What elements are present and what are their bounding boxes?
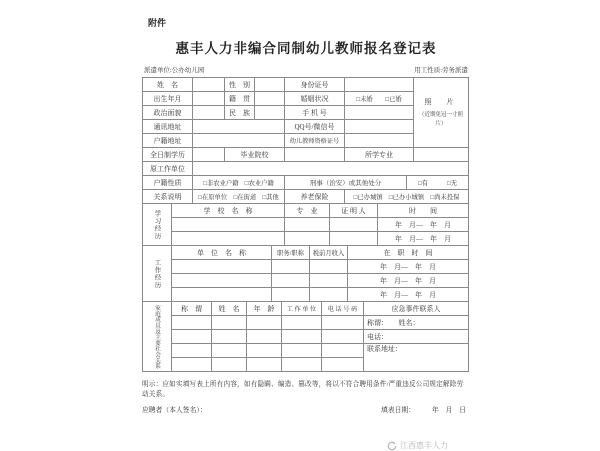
emergency-address-line: 联系地址： <box>364 344 469 372</box>
ethnic-label: 民 族 <box>225 106 255 120</box>
mobile-field <box>345 106 414 120</box>
major-field <box>285 218 330 232</box>
relation-options: □在原单位 □在街道 □其他 <box>193 190 285 204</box>
edu-level-label: 全日制学历 <box>143 148 193 162</box>
table-row <box>143 218 469 232</box>
major-header: 专 业 <box>285 204 330 218</box>
income-field <box>310 260 348 274</box>
table-row <box>143 246 469 260</box>
reg-addr-label: 户籍地址 <box>143 134 193 148</box>
referee-header: 证 明 人 <box>330 204 378 218</box>
mobile-label: 手 机 号 <box>285 106 345 120</box>
income-field <box>310 288 348 302</box>
family-section-label: 家庭成员及主要社会关系 <box>143 302 172 372</box>
signature-line <box>142 404 470 414</box>
relation-field <box>172 344 212 358</box>
workunit-field <box>282 330 322 344</box>
politics-label: 政治面貌 <box>143 106 193 120</box>
relation-header: 称 谓 <box>172 302 212 316</box>
tenure-field: 年 月— 年 月 <box>348 260 469 274</box>
tenure-field: 年 月— 年 月 <box>348 274 469 288</box>
applicant-signature-label: 应聘者（本人签名）： <box>142 407 207 414</box>
name-field <box>193 78 225 92</box>
workunit-field <box>282 344 322 358</box>
name-header: 姓 名 <box>212 302 247 316</box>
native-place-field <box>255 92 285 106</box>
position-field <box>272 288 310 302</box>
education-section-label: 学习经历 <box>143 204 172 246</box>
phone-field <box>322 358 364 372</box>
native-place-label: 籍 贯 <box>225 92 255 106</box>
table-row <box>143 274 469 288</box>
photo-note: （近期免冠一寸照片） <box>418 112 463 127</box>
name-label: 姓 名 <box>143 78 193 92</box>
teacher-cert-label: 幼儿教师资格证号 <box>285 134 345 148</box>
qq-wechat-field <box>345 120 414 134</box>
pension-options: □已办城镇 □已办小城镇 □尚未投保 <box>345 190 469 204</box>
photo-label: 照 片 <box>424 98 458 107</box>
basic-info-table <box>142 77 469 162</box>
birth-label: 出生年月 <box>143 92 193 106</box>
workunit-field <box>282 316 322 330</box>
major-field <box>285 232 330 246</box>
table-row <box>143 176 469 190</box>
company-watermark <box>142 440 448 451</box>
gender-field <box>255 78 285 92</box>
school-field <box>285 148 345 162</box>
form-subheader <box>142 65 470 74</box>
photo-cell <box>414 78 469 148</box>
dispatch-unit-label: 派遣单位:公办幼儿园 <box>144 67 205 74</box>
mail-addr-label: 通讯地址 <box>143 120 193 134</box>
prev-employer-table <box>142 161 469 176</box>
phone-field <box>322 330 364 344</box>
birth-field <box>193 92 225 106</box>
time-field: 年 月— 年 月 <box>378 218 469 232</box>
major-label: 所学专业 <box>345 148 414 162</box>
school-name-header: 学 校 名 称 <box>172 204 285 218</box>
emergency-contact-header: 应急事件联系人 <box>364 302 469 316</box>
age-field <box>247 358 282 372</box>
position-field <box>272 274 310 288</box>
work-section-label: 工作经历 <box>143 246 172 302</box>
name-field <box>212 358 247 372</box>
relation-field <box>172 358 212 372</box>
table-row <box>143 162 469 176</box>
referee-field <box>330 232 378 246</box>
table-row <box>143 260 469 274</box>
marital-label: 婚姻状况 <box>285 92 345 106</box>
hukou-type-label: 户籍性质 <box>143 176 193 190</box>
name-field <box>212 344 247 358</box>
tenure-header: 在 职 时 间 <box>348 246 469 260</box>
gender-label: 性 别 <box>225 78 255 92</box>
age-field <box>247 316 282 330</box>
table-row <box>143 78 469 92</box>
qq-wechat-label: QQ号/微信号 <box>285 120 345 134</box>
table-row <box>143 190 469 204</box>
prev-employer-label: 原工作单位 <box>143 162 193 176</box>
table-row <box>143 302 469 316</box>
education-history-table <box>142 203 469 246</box>
time-header: 时 间 <box>378 204 469 218</box>
income-header: 税前月收入 <box>310 246 348 260</box>
reg-addr-field <box>193 134 285 148</box>
employer-name-field <box>172 260 272 274</box>
page-title: 惠丰人力非编合同制幼儿教师报名登记表 <box>175 41 437 56</box>
position-field <box>272 260 310 274</box>
table-row <box>143 204 469 218</box>
age-field <box>247 344 282 358</box>
relation-field <box>172 316 212 330</box>
edu-level-field <box>193 148 225 162</box>
id-no-label: 身份证号 <box>285 78 345 92</box>
emergency-relation-name-line: 称谓： 姓名： <box>364 316 469 330</box>
family-table <box>142 301 469 372</box>
phone-header: 电 话 号 码 <box>322 302 364 316</box>
name-field <box>212 316 247 330</box>
school-name-field <box>172 232 285 246</box>
hukou-options: □非农业户籍 □农业户籍 <box>193 176 285 190</box>
school-name-field <box>172 218 285 232</box>
position-header: 职务/职称 <box>272 246 310 260</box>
pension-label: 养老保险 <box>285 190 345 204</box>
major-field <box>414 148 469 162</box>
status-table <box>142 175 469 204</box>
mail-addr-field <box>193 120 285 134</box>
criminal-label: 刑事（治安）或其他处分 <box>285 176 407 190</box>
work-history-table <box>142 245 469 302</box>
workunit-field <box>282 358 322 372</box>
name-field <box>212 330 247 344</box>
criminal-options: □有 □无 <box>407 176 469 190</box>
table-row <box>143 232 469 246</box>
company-watermark-text: 江西惠丰人力 <box>400 441 448 450</box>
company-logo-icon <box>387 441 397 451</box>
prev-employer-field <box>193 162 469 176</box>
employment-type-label: 用工性质:劳务派遣 <box>414 67 468 74</box>
form-date-label: 填表日期： 年 月 日 <box>381 407 466 414</box>
time-field: 年 月— 年 月 <box>378 232 469 246</box>
phone-field <box>322 344 364 358</box>
age-header: 年 龄 <box>247 302 282 316</box>
relation-field <box>172 330 212 344</box>
table-row <box>143 330 469 344</box>
employer-name-header: 单 位 名 称 <box>172 246 272 260</box>
teacher-cert-field <box>345 134 414 148</box>
table-row <box>143 148 469 162</box>
relation-label: 关系说明 <box>143 190 193 204</box>
workunit-header: 工 作 单 位 <box>282 302 322 316</box>
politics-field <box>193 106 225 120</box>
school-label: 毕业院校 <box>225 148 285 162</box>
table-row <box>143 288 469 302</box>
employer-name-field <box>172 274 272 288</box>
employer-name-field <box>172 288 272 302</box>
tenure-field: 年 月— 年 月 <box>348 288 469 302</box>
marital-options: □未婚 □已婚 <box>345 92 414 106</box>
id-no-field <box>345 78 414 92</box>
table-row <box>143 316 469 330</box>
attachment-label: 附件 <box>148 18 167 28</box>
disclosure-notice: 明示：应如实填写表上所有内容，如有隐瞒、编造、篡改等，将以不符合聘用条件/严重违反公司规定解除劳动关系。 <box>142 381 464 398</box>
income-field <box>310 274 348 288</box>
form-document <box>142 16 470 451</box>
table-row <box>143 344 469 358</box>
age-field <box>247 330 282 344</box>
referee-field <box>330 218 378 232</box>
phone-field <box>322 316 364 330</box>
emergency-phone-line: 电话： <box>364 330 469 344</box>
ethnic-field <box>255 106 285 120</box>
